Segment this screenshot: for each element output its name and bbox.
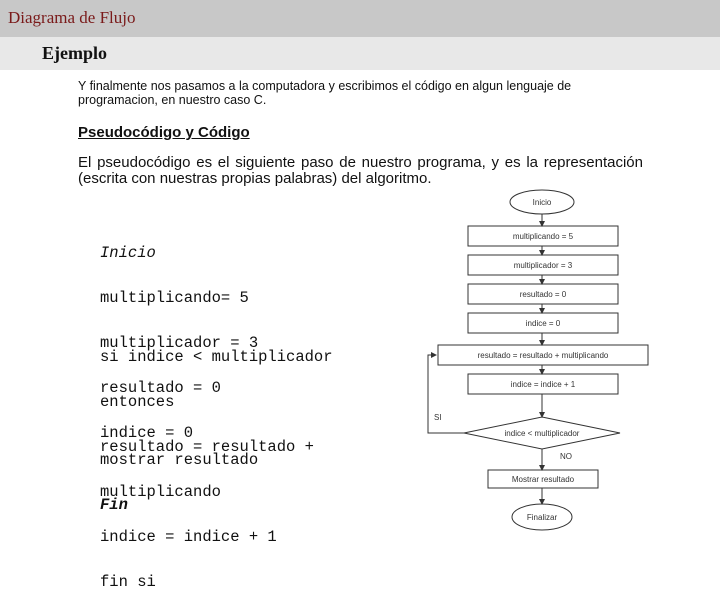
pseudocode-line: mostrar resultado bbox=[100, 451, 259, 469]
end-label: Finalizar bbox=[526, 513, 558, 522]
process-label: indice = 0 bbox=[525, 319, 561, 328]
pseudocode-line: Fin bbox=[100, 496, 128, 514]
output-label: Mostrar resultado bbox=[511, 475, 575, 484]
pseudocode-line: indice = 0 bbox=[100, 424, 194, 442]
pseudocode-line: fin si bbox=[100, 573, 156, 591]
pseudocode-line: resultado = 0 bbox=[100, 379, 221, 397]
pseudocode-line: entonces bbox=[100, 393, 175, 411]
start-label: Inicio bbox=[532, 198, 552, 207]
slide-subtitle: Ejemplo bbox=[42, 43, 107, 63]
pseudocode-line: multiplicando= 5 bbox=[100, 289, 249, 307]
pseudocode-line: si indice < multiplicador bbox=[100, 348, 333, 366]
pseudocode-line: indice = indice + 1 bbox=[100, 528, 277, 546]
no-label: NO bbox=[560, 452, 572, 461]
process-label: multiplicando = 5 bbox=[512, 232, 574, 241]
pseudocode-line: multiplicador = 3 bbox=[100, 334, 259, 352]
process-label: resultado = resultado + multiplicando bbox=[477, 351, 609, 360]
section-heading: Pseudocódigo y Código bbox=[78, 124, 250, 141]
process-label: indice = indice + 1 bbox=[510, 380, 576, 389]
pseudocode-line: multiplicando bbox=[100, 483, 221, 501]
flowchart bbox=[420, 186, 655, 538]
pseudocode-block-3 bbox=[100, 423, 258, 528]
yes-label: SI bbox=[434, 413, 442, 422]
pseudocode-line: resultado = resultado + bbox=[100, 438, 314, 456]
slide-title: Diagrama de Flujo bbox=[8, 8, 136, 27]
pseudocode-line: Inicio bbox=[100, 244, 156, 262]
intro-text: Y finalmente nos pasamos a la computadora y escribimos el código en algun lenguaje de programacion, en nuestro caso C. bbox=[78, 79, 572, 107]
description-paragraph: El pseudocódigo es el siguiente paso de nuestro programa, y es la representación (escrita con nuestras propias palabras) del algoritmo. bbox=[78, 155, 643, 186]
title-bar bbox=[0, 0, 720, 37]
process-label: multiplicador = 3 bbox=[513, 261, 573, 270]
process-label: resultado = 0 bbox=[519, 290, 567, 299]
subtitle-bar bbox=[0, 37, 720, 70]
decision-label: indice < multiplicador bbox=[504, 429, 580, 438]
